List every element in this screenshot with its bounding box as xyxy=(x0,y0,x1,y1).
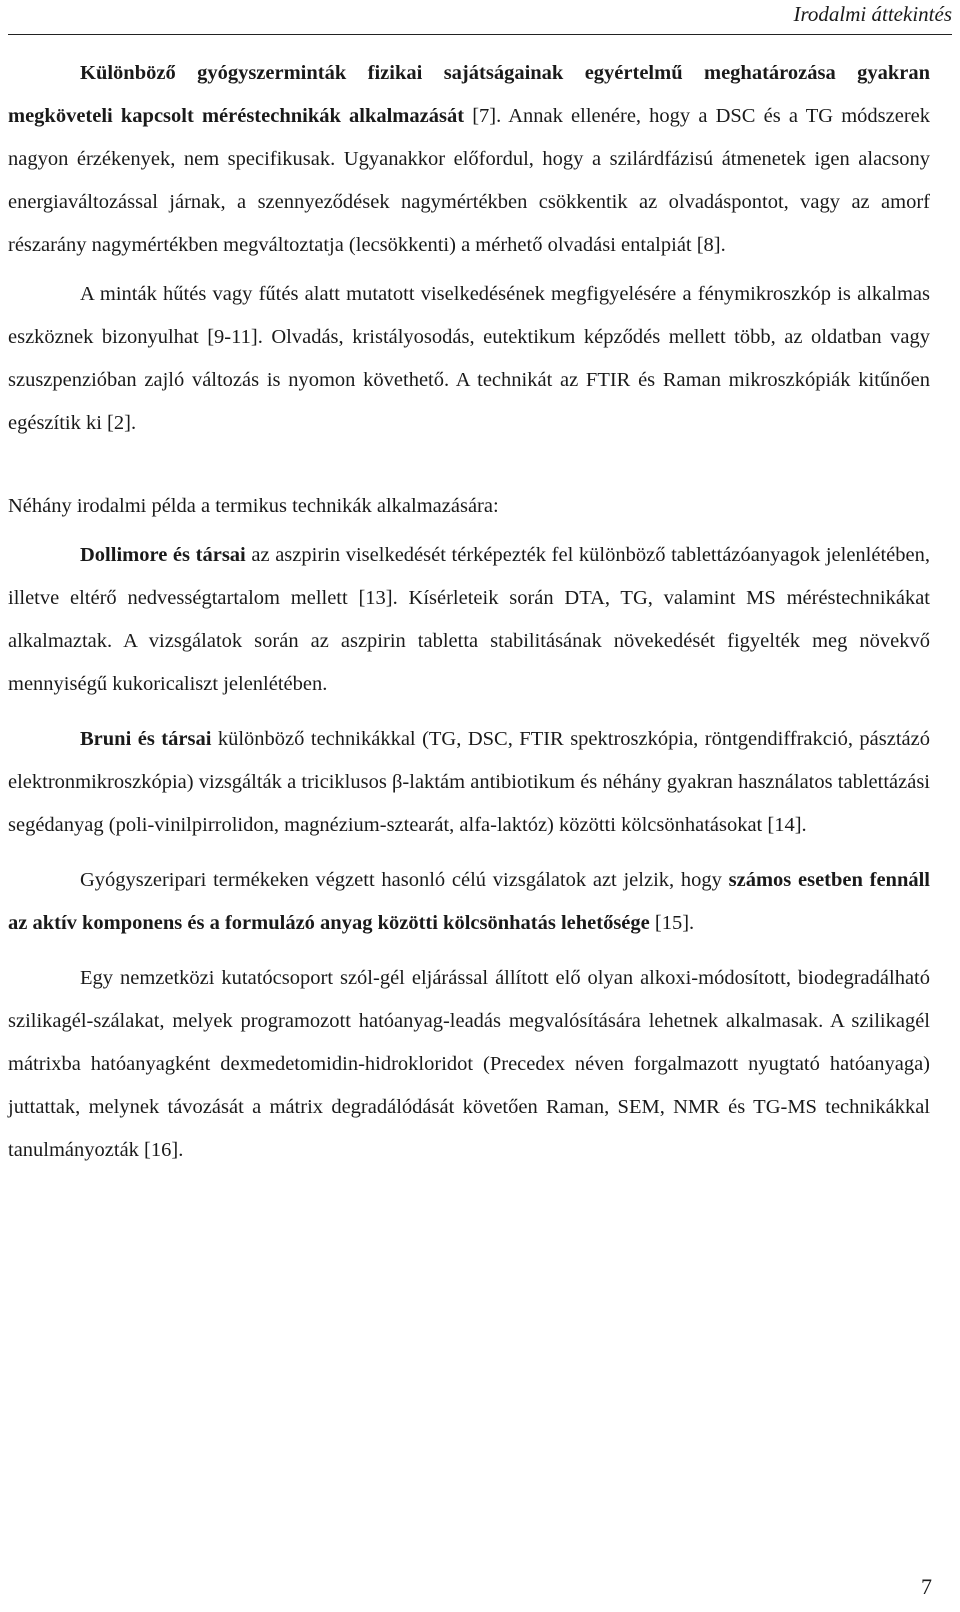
author-name: Dollimore és társai xyxy=(80,544,246,566)
page-number: 7 xyxy=(921,1574,932,1599)
paragraph-text: [15]. xyxy=(649,912,695,934)
paragraph-interactions xyxy=(8,859,930,945)
paragraph-text: [7]. Annak ellenére, hogy a DSC és a TG módszerek nagyon érzékenyek, nem specifikusak. Ugyanakkor előfordul, hogy a szilárdfázisú átmenetek igen alacsony energiaváltozással járnak, a szennyeződések nagymértékben csökkentik az olvadáspontot, vagy az amorf részarány nagymértékben megváltoztatja (lecsökkenti) a mérhető olvadási entalpiát [8]. xyxy=(8,105,930,256)
paragraph-dollimore xyxy=(8,534,930,706)
author-name: Bruni és társai xyxy=(80,728,212,750)
emphasis-text: számos esetben fennáll az aktív komponens és a formulázó anyag közötti kölcsönhatás lehetősége xyxy=(8,869,930,934)
paragraph-text: különböző technikákkal (TG, DSC, FTIR spektroszkópia, röntgendiffrakció, pásztázó elektronmikroszkópia) vizsgálták a triciklusos β-laktám antibiotikum és néhány gyakran használatos tablettázási segédanyag (poli-vinilpirrolidon, magnézium-sztearát, alfa-laktóz) közötti kölcsönhatásokat [14]. xyxy=(8,728,930,836)
paragraph-coupled-techniques xyxy=(8,52,930,267)
running-header xyxy=(8,0,952,35)
paragraph-text: Gyógyszeripari termékeken végzett hasonló célú vizsgálatok azt jelzik, hogy xyxy=(80,869,729,891)
paragraph-text: az aszpirin viselkedését térképezték fel különböző tablettázóanyagok jelenlétében, illetve eltérő nedvességtartalom mellett [13]. Kísérleteik során DTA, TG, valamint MS méréstechnikákat alkalmaztak. A vizsgálatok során az aszpirin tabletta stabilitásának növekedését figyelték meg növekvő mennyiségű kukoricaliszt jelenlétében. xyxy=(8,544,930,695)
paragraph-bruni xyxy=(8,718,930,847)
body-text xyxy=(8,52,930,1172)
emphasis-text: Különböző gyógyszerminták fizikai sajátságainak egyértelmű meghatározása gyakran megköveteli kapcsolt méréstechnikák alkalmazását xyxy=(8,62,930,127)
paragraph-examples-intro: Néhány irodalmi példa a termikus technikák alkalmazására: xyxy=(8,495,499,517)
paragraph-silica-fibers: Egy nemzetközi kutatócsoport szól-gél eljárással állított elő olyan alkoxi-módosított, biodegradálható szilikagél-szálakat, melyek programozott hatóanyag-leadás megvalósítására lehetnek alkalmasak. A szilikagél mátrixba hatóanyagként dexmedetomidin-hidrokloridot (Precedex néven forgalmazott nyugtató hatóanyaga) juttattak, melynek távozását a mátrix degradálódását követően Raman, SEM, NMR és TG-MS technikákkal tanulmányozták [16]. xyxy=(8,967,930,1161)
paragraph-microscopy: A minták hűtés vagy fűtés alatt mutatott viselkedésének megfigyelésére a fénymikroszkóp is alkalmas eszköznek bizonyulhat [9-11]. Olvadás, kristályosodás, eutektikum képződés mellett több, az oldatban vagy szuszpenzióban zajló változás is nyomon követhető. A technikát az FTIR és Raman mikroszkópiák kitűnően egészítik ki [2]. xyxy=(8,283,930,434)
header-title: Irodalmi áttekintés xyxy=(793,2,952,26)
